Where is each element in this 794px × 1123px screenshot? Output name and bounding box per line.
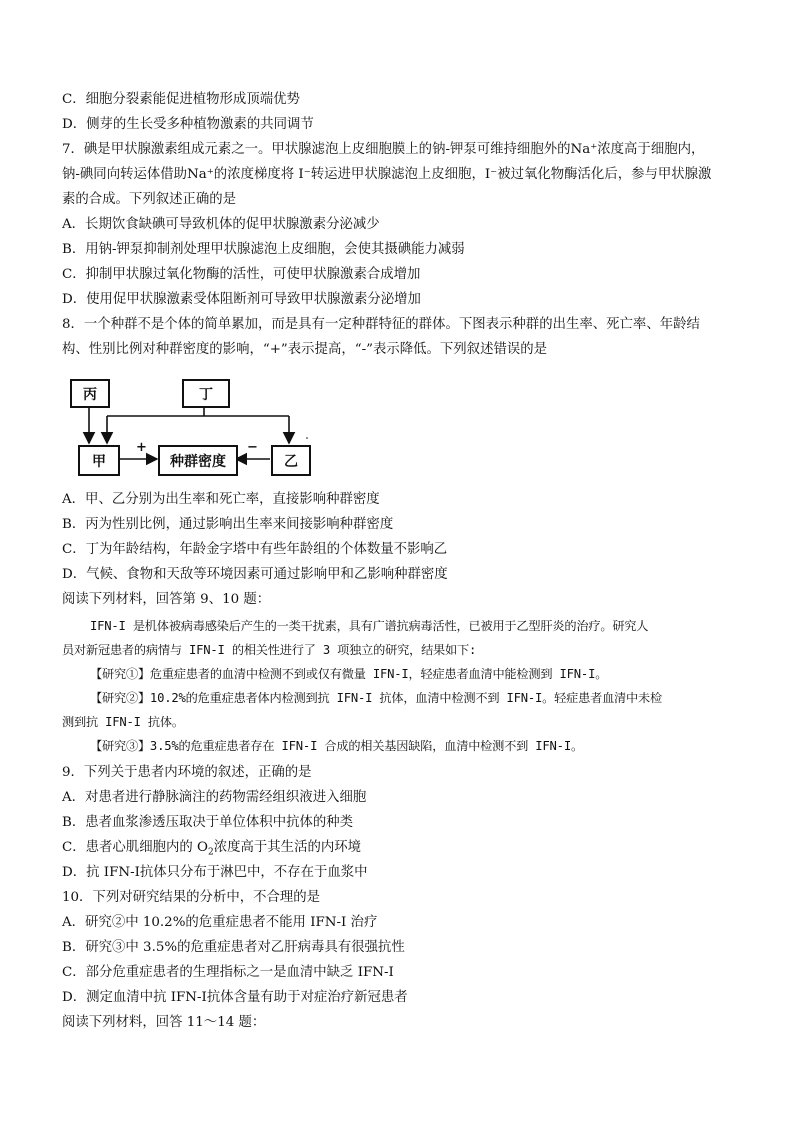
study-3: 【研究③】3.5%的危重症患者存在 IFN-I 合成的相关基因缺陷，血清中检测不到 IFN-I。: [90, 739, 583, 753]
dot-mark: [306, 437, 308, 439]
option-10b: B．研究③中 3.5%的危重症患者对乙肝病毒具有很强抗性: [62, 940, 405, 955]
option-9d: D．抗 IFN-I抗体只分布于淋巴中，不存在于血浆中: [62, 865, 368, 880]
question-8-stem-line-1: 8．一个种群不是个体的简单累加，而是具有一定种群特征的群体。下图表示种群的出生率、死亡率、年龄结: [62, 317, 700, 332]
box-jia: 甲: [78, 445, 120, 476]
option-8d: D．气候、食物和天敌等环境因素可通过影响甲和乙影响种群密度: [62, 567, 448, 582]
box-population-density: 种群密度: [158, 445, 238, 476]
option-7d: D．使用促甲状腺激素受体阻断剂可导致甲状腺激素分泌增加: [62, 292, 421, 307]
study-2-line-1: 【研究②】10.2%的危重症患者体内检测到抗 IFN-I 抗体，血清中检测不到 IFN-I。轻症患者血清中未检: [90, 691, 663, 705]
question-7-stem-line-3: 素的合成。下列叙述正确的是: [62, 192, 237, 207]
option-6c: C．细胞分裂素能促进植物形成顶端优势: [62, 92, 300, 107]
question-10-stem: 10．下列对研究结果的分析中，不合理的是: [62, 890, 321, 905]
box-ding: 丁: [182, 379, 230, 408]
reading-instruction-11-14: 阅读下列材料，回答 11～14 题：: [62, 1015, 266, 1030]
option-10a: A．研究②中 10.2%的危重症患者不能用 IFN-I 治疗: [62, 915, 378, 930]
option-9b: B．患者血浆渗透压取决于单位体积中抗体的种类: [62, 815, 354, 830]
option-8a: A．甲、乙分别为出生率和死亡率，直接影响种群密度: [62, 492, 380, 507]
option-9a: A．对患者进行静脉滴注的药物需经组织液进入细胞: [62, 790, 367, 805]
material-line-2: 员对新冠患者的病情与 IFN-I 的相关性进行了 3 项独立的研究，结果如下:: [62, 643, 477, 657]
question-9-stem: 9．下列关于患者内环境的叙述，正确的是: [62, 765, 312, 780]
plus-sign: +: [136, 440, 147, 455]
option-8b: B．丙为性别比例，通过影响出生率来间接影响种群密度: [62, 517, 394, 532]
reading-instruction-9-10: 阅读下列材料，回答第 9、10 题：: [62, 592, 271, 607]
option-7a: A．长期饮食缺碘可导致机体的促甲状腺激素分泌减少: [62, 217, 380, 232]
question-7-stem-line-1: 7．碘是甲状腺激素组成元素之一。甲状腺滤泡上皮细胞膜上的钠-钾泵可维持细胞外的Na⁺浓度高于细胞内，: [62, 142, 705, 157]
box-yi: 乙: [271, 445, 311, 476]
option-9c: C．患者心肌细胞内的 $O_2$浓度高于其生活的内环境: [62, 840, 362, 858]
option-7b: B．用钠-钾泵抑制剂处理甲状腺滤泡上皮细胞，会使其摄碘能力减弱: [62, 242, 465, 257]
question-8-stem-line-2: 构、性别比例对种群密度的影响，“+”表示提高，“-”表示降低。下列叙述错误的是: [62, 342, 548, 357]
box-bing: 丙: [70, 379, 110, 408]
question-7-stem-line-2: 钠-碘同向转运体借助Na⁺的浓度梯度将 I⁻转运进甲状腺滤泡上皮细胞，I⁻被过氧化物酶活化后，参与甲状腺激: [62, 167, 712, 182]
study-2-line-2: 测到抗 IFN-I 抗体。: [62, 715, 184, 729]
study-1: 【研究①】危重症患者的血清中检测不到或仅有微量 IFN-I，轻症患者血清中能检测到 IFN-I。: [90, 667, 608, 681]
minus-sign: −: [247, 440, 258, 455]
option-8c: C．丁为年龄结构，年龄金字塔中有些年龄组的个体数量不影响乙: [62, 542, 448, 557]
option-6d: D．侧芽的生长受多种植物激素的共同调节: [62, 117, 314, 132]
option-10d: D．测定血清中抗 IFN-I抗体含量有助于对症治疗新冠患者: [62, 990, 408, 1005]
material-line-1: IFN-I 是机体被病毒感染后产生的一类干扰素，具有广谱抗病毒活性，已被用于乙型肝炎的治疗。研究人: [90, 619, 649, 633]
option-7c: C．抑制甲状腺过氧化物酶的活性，可使甲状腺激素合成增加: [62, 267, 421, 282]
option-10c: C．部分危重症患者的生理指标之一是血清中缺乏 IFN-I: [62, 965, 394, 980]
